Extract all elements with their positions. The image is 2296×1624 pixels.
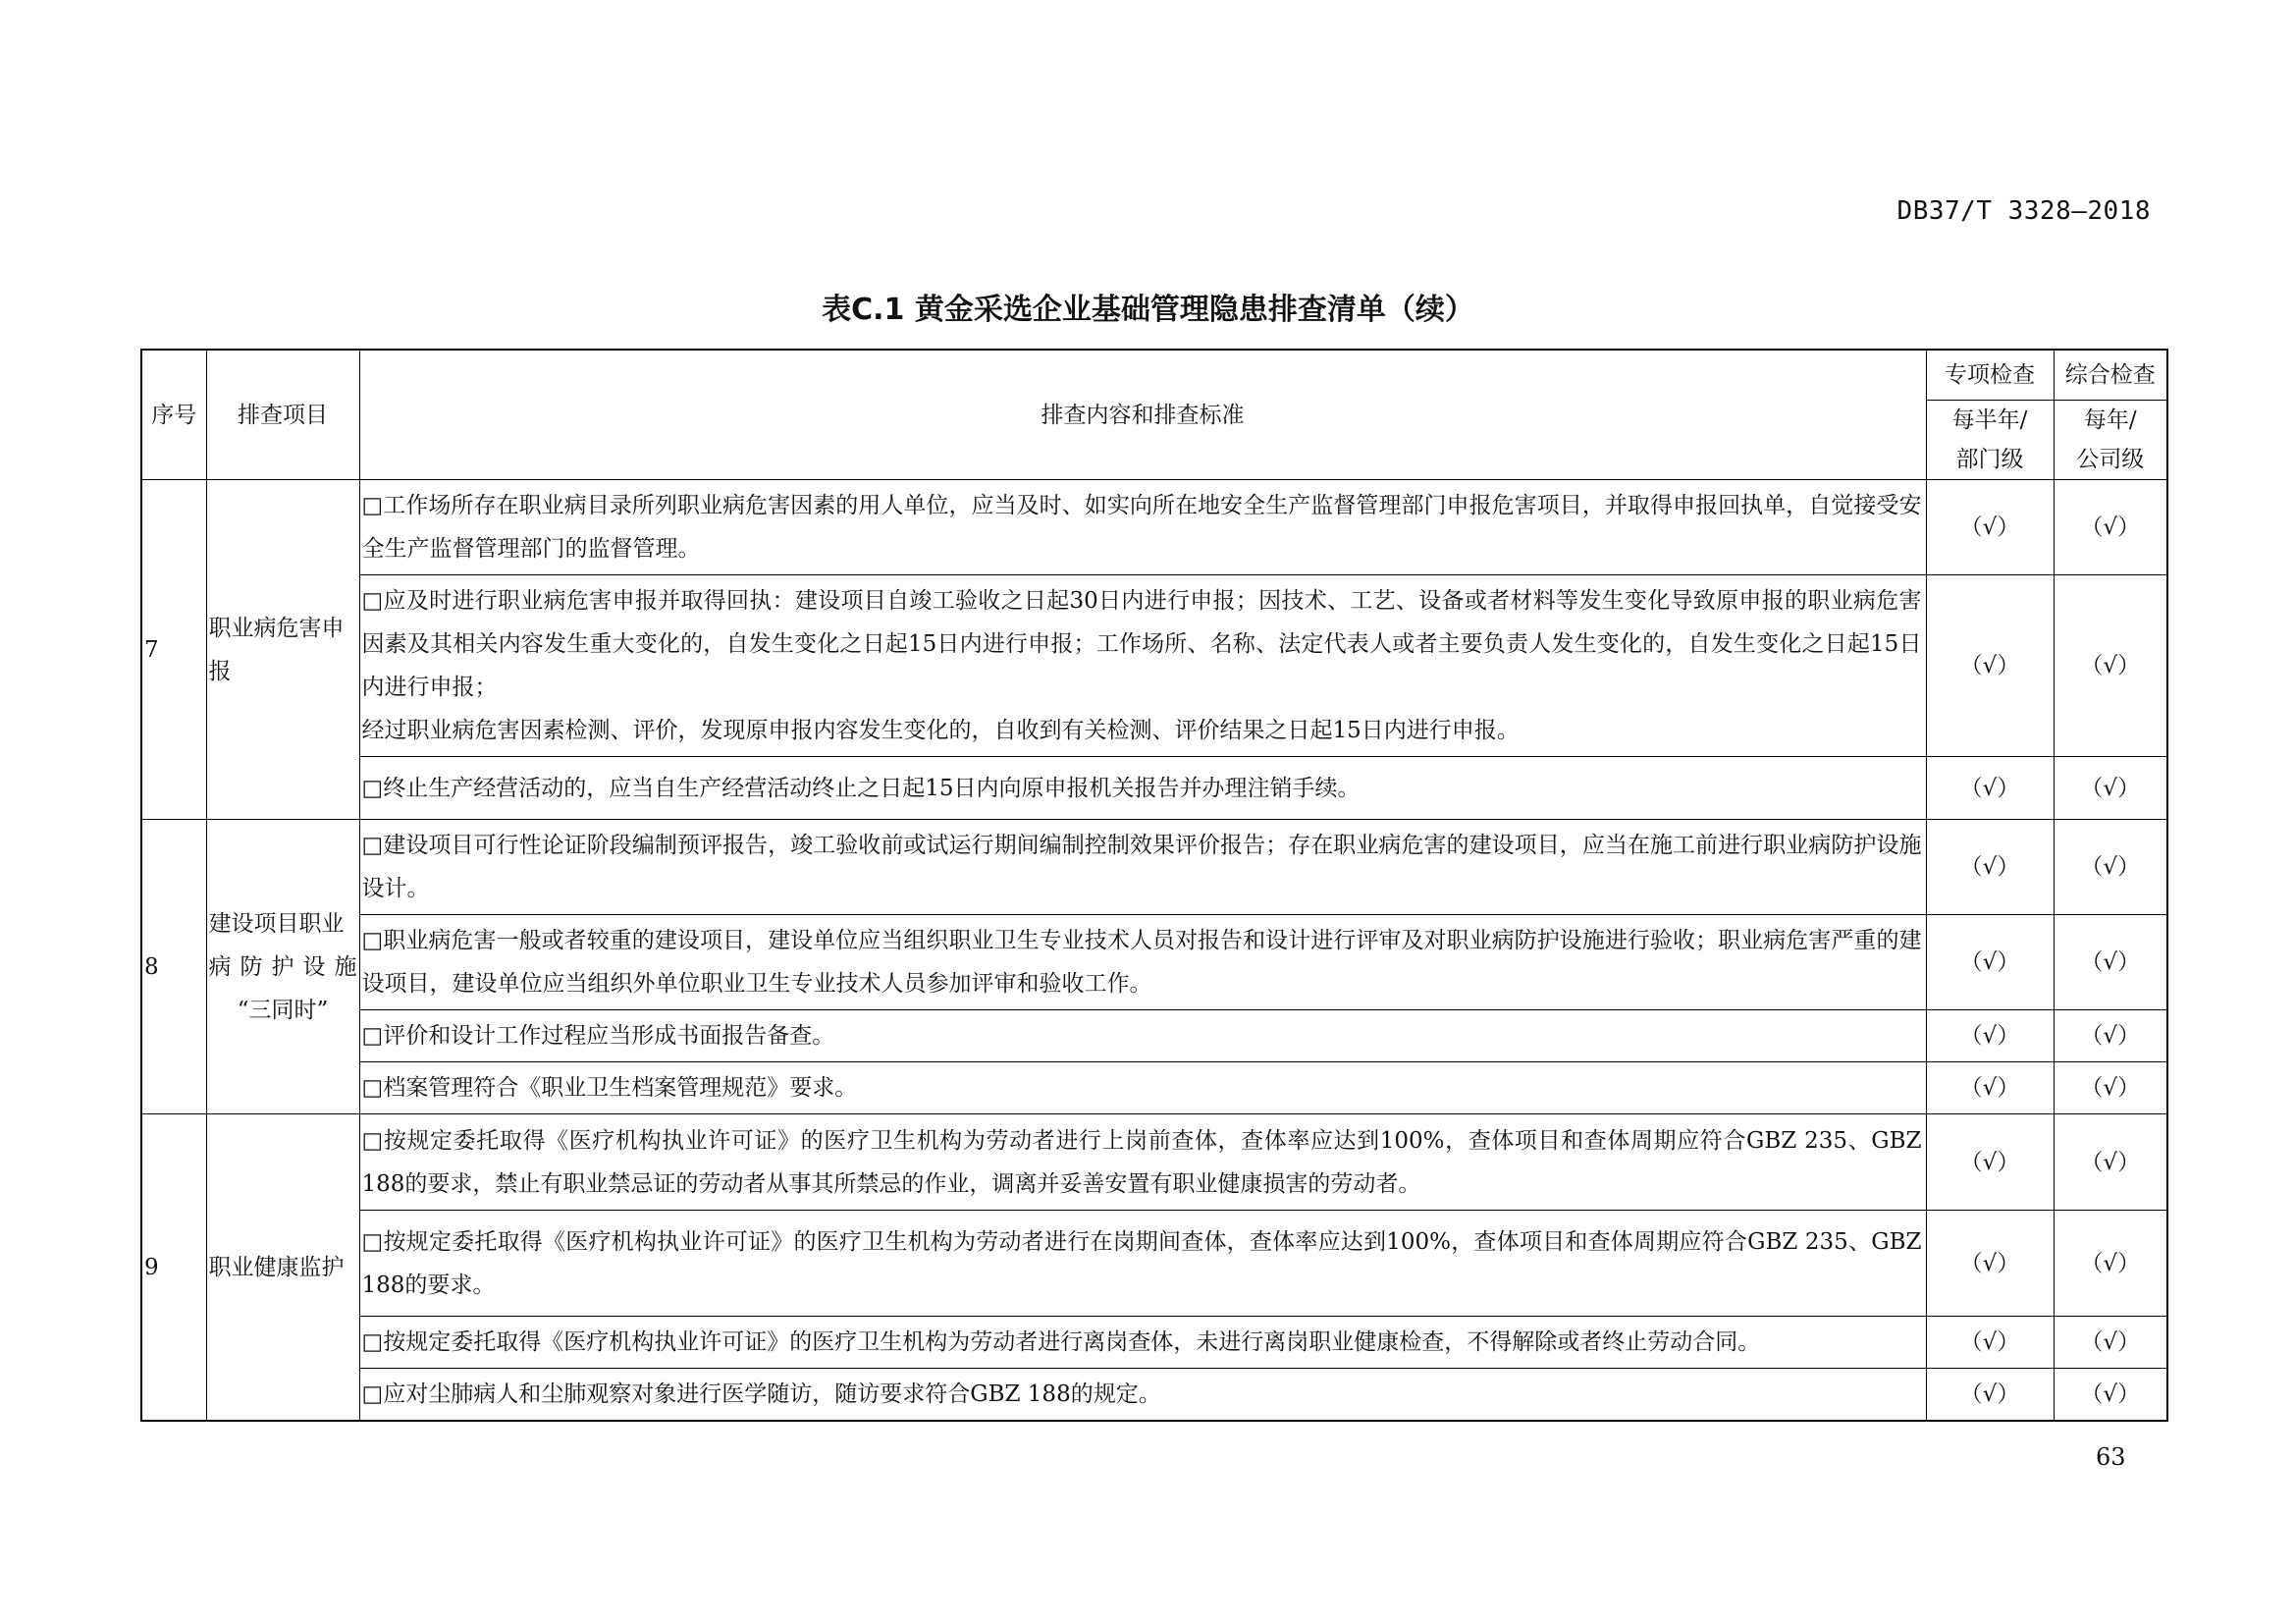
col-header-special: 专项检查 — [1926, 350, 2054, 401]
check-content: □按规定委托取得《医疗机构执业许可证》的医疗卫生机构为劳动者进行在岗期间查体，查体率应达到100%，查体项目和查体周期应符合GBZ 235、GBZ 188的要求。 — [359, 1211, 1926, 1317]
check-content: □职业病危害一般或者较重的建设项目，建设单位应当组织职业卫生专业技术人员对报告和设计进行评审及对职业病防护设施进行验收；职业病危害严重的建设项目，建设单位应当组织外单位职业卫生专业技术人员参加评审和验收工作。 — [359, 915, 1926, 1010]
check-item-line: 建设项目职业 — [208, 910, 345, 937]
table-row — [141, 915, 2167, 1010]
general-check-mark: （√） — [2054, 1369, 2167, 1422]
special-level: 部门级 — [1955, 447, 2024, 472]
check-item-line: “三同时” — [237, 997, 329, 1023]
check-content: □评价和设计工作过程应当形成书面报告备查。 — [359, 1010, 1926, 1062]
general-frequency: 每年/ — [2083, 407, 2137, 433]
table-row — [141, 1062, 2167, 1114]
general-check-mark: （√） — [2054, 820, 2167, 915]
col-header-general-freq — [2054, 401, 2167, 480]
col-header-no: 序号 — [141, 350, 206, 480]
special-check-mark: （√） — [1926, 1010, 2054, 1062]
table-row — [141, 1211, 2167, 1317]
row-number: 8 — [141, 820, 206, 1114]
general-level: 公司级 — [2076, 447, 2145, 472]
general-check-mark: （√） — [2054, 1317, 2167, 1369]
check-item: 职业健康监护 — [206, 1114, 359, 1422]
general-check-mark: （√） — [2054, 915, 2167, 1010]
check-content: □按规定委托取得《医疗机构执业许可证》的医疗卫生机构为劳动者进行离岗查体，未进行离岗职业健康检查，不得解除或者终止劳动合同。 — [359, 1317, 1926, 1369]
general-check-mark: （√） — [2054, 1062, 2167, 1114]
check-content: □建设项目可行性论证阶段编制预评报告，竣工验收前或试运行期间编制控制效果评价报告；存在职业病危害的建设项目，应当在施工前进行职业病防护设施设计。 — [359, 820, 1926, 915]
special-check-mark: （√） — [1926, 757, 2054, 820]
check-item: 职业病危害申报 — [206, 480, 359, 820]
check-content: □终止生产经营活动的，应当自生产经营活动终止之日起15日内向原申报机关报告并办理注销手续。 — [359, 757, 1926, 820]
check-content — [359, 575, 1926, 757]
table-title: 表C.1 黄金采选企业基础管理隐患排查清单（续） — [822, 293, 1474, 327]
special-check-mark: （√） — [1926, 1211, 2054, 1317]
table-row — [141, 820, 2167, 915]
check-content: □按规定委托取得《医疗机构执业许可证》的医疗卫生机构为劳动者进行上岗前查体，查体率应达到100%，查体项目和查体周期应符合GBZ 235、GBZ 188的要求，禁止有职业禁忌证的劳动者从事其所禁忌的作业，调离并妥善安置有职业健康损害的劳动者。 — [359, 1114, 1926, 1211]
special-frequency: 每半年/ — [1951, 407, 2028, 433]
table-row — [141, 1369, 2167, 1422]
special-check-mark: （√） — [1926, 1317, 2054, 1369]
general-check-mark: （√） — [2054, 1114, 2167, 1211]
general-check-mark: （√） — [2054, 757, 2167, 820]
col-header-item: 排查项目 — [206, 350, 359, 480]
general-check-mark: （√） — [2054, 1010, 2167, 1062]
check-content-part: 经过职业病危害因素检测、评价，发现原申报内容发生变化的，自收到有关检测、评价结果之日起15日内进行申报。 — [361, 718, 1520, 743]
check-item — [206, 820, 359, 1114]
table-row — [141, 1114, 2167, 1211]
row-number: 7 — [141, 480, 206, 820]
special-check-mark: （√） — [1926, 820, 2054, 915]
special-check-mark: （√） — [1926, 480, 2054, 575]
special-check-mark: （√） — [1926, 575, 2054, 757]
special-check-mark: （√） — [1926, 915, 2054, 1010]
special-check-mark: （√） — [1926, 1369, 2054, 1422]
check-content: □应对尘肺病人和尘肺观察对象进行医学随访，随访要求符合GBZ 188的规定。 — [359, 1369, 1926, 1422]
general-check-mark: （√） — [2054, 575, 2167, 757]
standard-code: DB37/T 3328—2018 — [1896, 196, 2151, 226]
col-header-general: 综合检查 — [2054, 350, 2167, 401]
general-check-mark: （√） — [2054, 1211, 2167, 1317]
hazard-checklist-table — [140, 349, 2168, 1422]
table-row — [141, 1317, 2167, 1369]
col-header-content: 排查内容和排查标准 — [359, 350, 1926, 480]
check-content-part: □应及时进行职业病危害申报并取得回执：建设项目自竣工验收之日起30日内进行申报；因技术、工艺、设备或者材料等发生变化导致原申报的职业病危害因素及其相关内容发生重大变化的，自发生变化之日起15日内进行申报；工作场所、名称、法定代表人或者主要负责人发生变化的，自发生变化之日起15日内进行申报； — [361, 588, 1922, 700]
check-content: □工作场所存在职业病目录所列职业病危害因素的用人单位，应当及时、如实向所在地安全生产监督管理部门申报危害项目，并取得申报回执单，自觉接受安全生产监督管理部门的监督管理。 — [359, 480, 1926, 575]
check-content: □档案管理符合《职业卫生档案管理规范》要求。 — [359, 1062, 1926, 1114]
general-check-mark: （√） — [2054, 480, 2167, 575]
col-header-special-freq — [1926, 401, 2054, 480]
table-row — [141, 757, 2167, 820]
special-check-mark: （√） — [1926, 1062, 2054, 1114]
table-row — [141, 480, 2167, 575]
row-number: 9 — [141, 1114, 206, 1422]
special-check-mark: （√） — [1926, 1114, 2054, 1211]
header-row — [141, 350, 2167, 401]
page-number: 63 — [2096, 1443, 2126, 1471]
check-item-line: 病防护设施 — [208, 953, 357, 980]
table-row — [141, 575, 2167, 757]
table-row — [141, 1010, 2167, 1062]
